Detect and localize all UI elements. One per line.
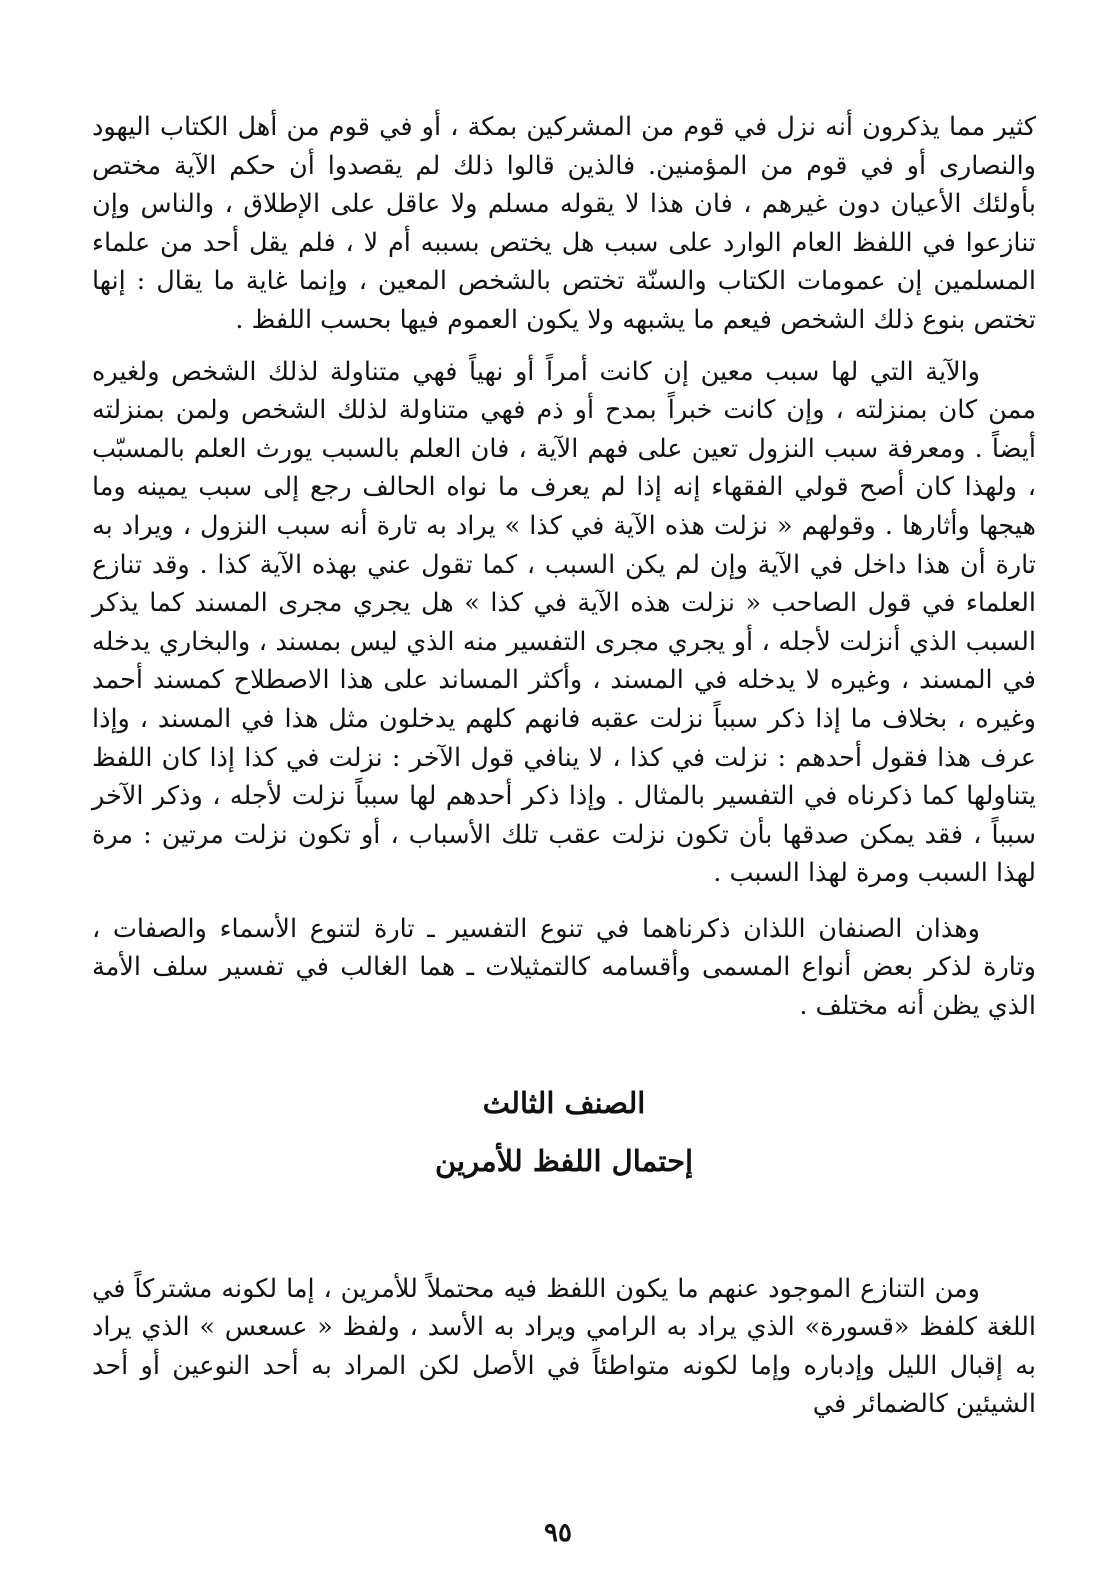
paragraph-asbab-nuzul: والآية التي لها سبب معين إن كانت أمراً أو نهياً فهي متناولة لذلك الشخص ولغيره ممن كان بمنزلته ، وإن كانت خبراً بمدح أو ذم فهي متناولة لذلك الشخص ولمن بمنزلته أيضاً . ومعرفة سبب النزول تعين على فهم الآية ، فان العلم بالسبب يورث العلم بالمسبّب ، ولهذا كان أصح قولي الفقهاء إنه إذا لم يعرف ما نواه الحالف رجع إلى سبب يمينه وما هيجها وأثارها . وقولهم « نزلت هذه الآية في كذا » يراد به تارة أنه سبب النزول ، ويراد به تارة أن هذا داخل في الآية وإن لم يكن السبب ، كما تقول عني بهذه الآية كذا . وقد تنازع العلماء في قول الصاحب « نزلت هذه الآية في كذا » هل يجري مجرى المسند كما يذكر السبب الذي أنزلت لأجله ، أو يجري مجرى التفسير منه الذي ليس بمسند ، والبخاري يدخله في المسند ، وغيره لا يدخله في المسند ، وأكثر المساند على هذا الاصطلاح كمسند أحمد وغيره ، بخلاف ما إذا ذكر سبباً نزلت عقبه فانهم كلهم يدخلون مثل هذا في المسند ، وإذا عرف هذا فقول أحدهم : نزلت في كذا ، لا ينافي قول الآخر : نزلت في كذا إذا كان اللفظ يتناولها كما ذكرناه في التفسير بالمثال . وإذا ذكر أحدهم لها سبباً نزلت لأجله ، وذكر الآخر سبباً ، فقد يمكن صدقها بأن تكون نزلت عقب تلك الأسباب ، أو تكون نزلت مرتين : مرة لهذا السبب ومرة لهذا السبب . (92, 356, 1036, 889)
page-number: ٩٥ (544, 1518, 572, 1548)
paragraph-gap (92, 893, 1036, 910)
section-heading-block (92, 1074, 1036, 1190)
paragraph-two-types: وهذان الصنفان اللذان ذكرناهما في تنوع التفسير ـ تارة لتنوع الأسماء والصفات ، وتارة لذكر بعض أنواع المسمى وأقسامه كالتمثيلات ـ هما الغالب في تفسير سلف الأمة الذي يظن أنه مختلف . (92, 913, 1036, 1022)
section-title: الصنف الثالث (482, 1085, 646, 1120)
paragraph-gap (92, 340, 1036, 353)
paragraph-ambiguous-word: ومن التنازع الموجود عنهم ما يكون اللفظ فيه محتملاً للأمرين ، إما لكونه مشتركاً في اللغة كلفظ «قسورة» الذي يراد به الرامي ويراد به الأسد ، ولفظ « عسعس » الذي يراد به إقبال الليل وإدباره وإما لكونه متواطئاً في الأصل لكن المراد به أحد النوعين أو أحد الشيئين كالضمائر في (92, 1273, 1036, 1420)
section-subtitle: إحتمال اللفظ للأمرين (434, 1143, 694, 1178)
page-body (92, 108, 1036, 1528)
paragraph-continuation: كثير مما يذكرون أنه نزل في قوم من المشركين بمكة ، أو في قوم من أهل الكتاب اليهود والنصارى أو في قوم من المؤمنين. فالذين قالوا ذلك لم يقصدوا أن حكم الآية مختص بأولئك الأعيان دون غيرهم ، فان هذا لا يقوله مسلم ولا عاقل على الإطلاق ، والناس وإن تنازعوا في اللفظ العام الوارد على سبب هل يختص بسببه أم لا ، فلم يقل أحد من علماء المسلمين إن عمومات الكتاب والسنّة تختص بالشخص المعين ، وإنما غاية ما يقال : إنها تختص بنوع ذلك الشخص فيعم ما يشبهه ولا يكون العموم فيها بحسب اللفظ . (92, 112, 1036, 335)
